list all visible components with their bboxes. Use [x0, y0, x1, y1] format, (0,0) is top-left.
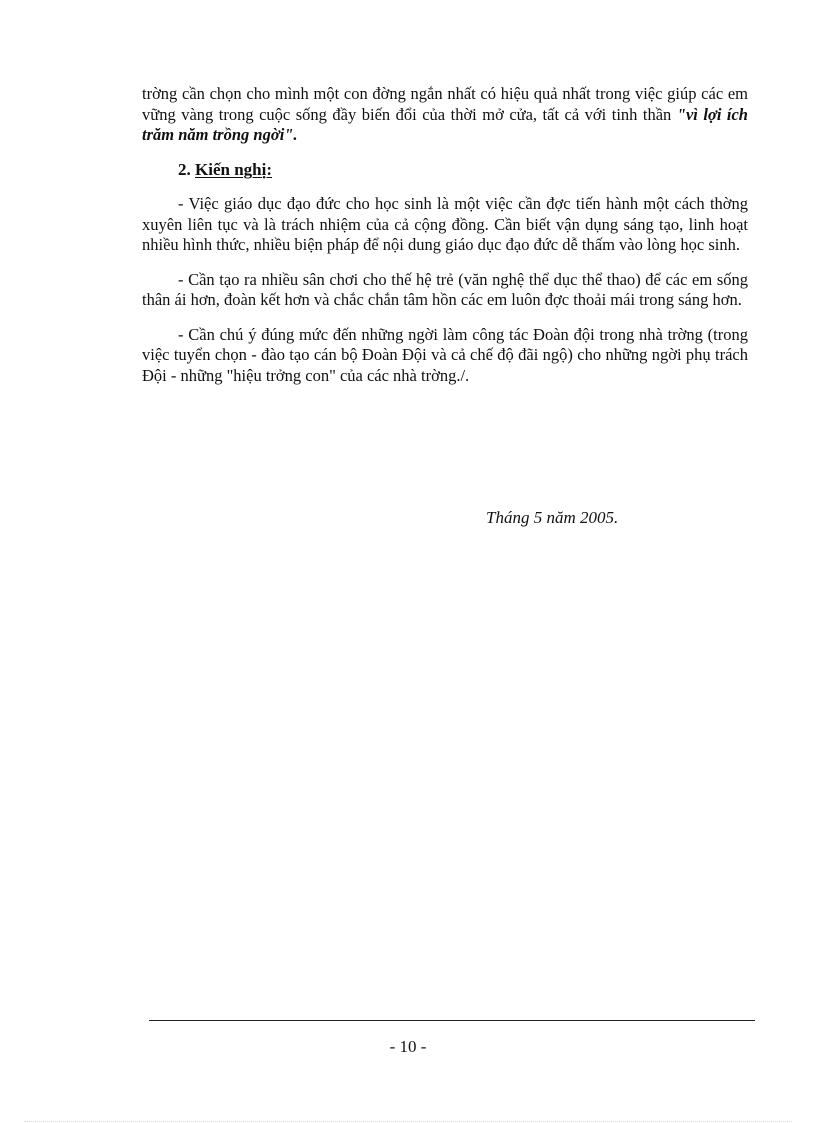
intro-text: trờng cần chọn cho mình một con đờng ngắn nhất có hiệu quả nhất trong việc giúp các em vững vàng trong cuộc sống đầy biến đổi của thời mở cửa, tất cả với tinh thần: [142, 84, 748, 124]
intro-quote: "vì lợi ích trăm năm trồng ngời".: [142, 104, 748, 144]
section-number: 2.: [178, 159, 191, 179]
footer-divider: [149, 1020, 755, 1021]
recommendation-paragraph-1: - Việc giáo dục đạo đức cho học sinh là một việc cần đợc tiến hành một cách thờng xuyên liên tục và là trách nhiệm của cả cộng đồng. Cần biết vận dụng sáng tạo, linh hoạt nhiều hình thức, nhiều biện pháp để nội dung giáo dục đạo đức dễ thấm vào lòng học sinh.: [142, 194, 748, 254]
section-title: Kiến nghị:: [195, 159, 272, 179]
section-heading: [142, 160, 748, 181]
document-date: Tháng 5 năm 2005.: [486, 508, 619, 527]
page-number: - 10 -: [389, 1037, 427, 1056]
page-bottom-border: [24, 1121, 792, 1122]
body-text: [142, 84, 748, 400]
recommendation-paragraph-3: - Cần chú ý đúng mức đến những ngời làm công tác Đoàn đội trong nhà trờng (trong việc tuyển chọn - đào tạo cán bộ Đoàn Đội và cả chế độ đãi ngộ) cho những ngời phụ trách Đội - những "hiệu trởng con" của các nhà trờng./.: [142, 324, 748, 385]
recommendation-paragraph-2: - Cần tạo ra nhiều sân chơi cho thế hệ trẻ (văn nghệ thể dục thể thao) để các em sống thân ái hơn, đoàn kết hơn và chắc chắn tâm hồn các em luôn đợc thoải mái trong sáng hơn.: [142, 269, 748, 309]
intro-paragraph: [142, 84, 748, 146]
